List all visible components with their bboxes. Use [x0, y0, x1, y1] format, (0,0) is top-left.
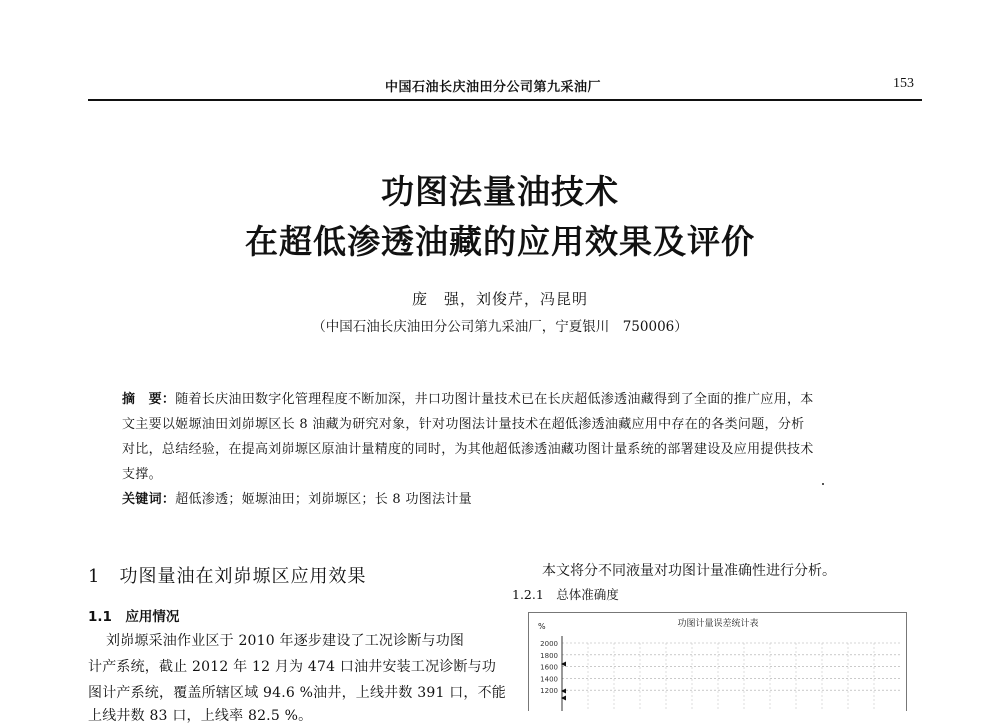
- chart-grid: [562, 643, 900, 711]
- chart-y-tick-label: 2000: [540, 640, 558, 648]
- authors: 庞 强，刘俊芹，冯昆明: [411, 290, 588, 308]
- affiliation: （中国石油长庆油田分公司第九采油厂，宁夏银川 750006）: [312, 319, 688, 335]
- title-line-2: 在超低渗透油藏的应用效果及评价: [245, 222, 755, 261]
- abstract-line-4: 支撑。: [122, 467, 162, 482]
- chart-y-tick-label: 1400: [540, 675, 558, 684]
- chart-y-axis-label: %: [538, 622, 546, 631]
- abstract-line-3: 对比，总结经验，在提高刘峁塬区原油计量精度的同时，为其他超低渗透油藏功图计量系统的部署建设及应用提供技术: [122, 442, 814, 457]
- chart-y-tick-label: 1200: [540, 687, 558, 696]
- abstract-line-2: 文主要以姬塬油田刘峁塬区长 8 油藏为研究对象，针对功图法计量技术在超低渗透油藏应用中存在的各类问题，分析: [122, 417, 805, 432]
- right-column-intro: 本文将分不同液量对功图计量准确性进行分析。: [542, 563, 836, 579]
- keywords-text: 超低渗透；姬塬油田；刘峁塬区；长 8 功图法计量: [175, 492, 472, 507]
- keywords-label: 关键词：: [122, 492, 176, 507]
- body-line-4-fragment: 上线井数 83 口，上线率 82.5 %。: [88, 708, 313, 724]
- body-line-2: 计产系统，截止 2012 年 12 月为 474 口油井安装工况诊断与功: [88, 659, 497, 675]
- chart-container: [528, 612, 908, 711]
- keywords-line: [122, 488, 472, 507]
- abstract-text-1: 随着长庆油田数字化管理程度不断加深，井口功图计量技术已在长庆超低渗透油藏得到了全面的推广应用，本: [175, 392, 814, 407]
- chart-y-tick-label: 1600: [540, 663, 558, 672]
- header-rule: [88, 99, 922, 101]
- subsection-heading: 1.1 应用情况: [88, 609, 180, 625]
- body-line-1: 刘峁塬采油作业区于 2010 年逐步建设了工况诊断与功图: [106, 633, 465, 649]
- chart-title: 功图计量误差统计表: [677, 619, 759, 629]
- body-line-3: 图计产系统，覆盖所辖区域 94.6 %油井，上线井数 391 口，不能: [88, 685, 506, 701]
- chart-y-tick-label: 1800: [540, 651, 558, 660]
- error-stat-chart: [528, 612, 908, 711]
- scan-speck: [822, 483, 824, 485]
- chart-y-ticks: [540, 640, 558, 695]
- page-number: 153: [893, 76, 914, 91]
- abstract-label: 摘 要：: [122, 392, 176, 407]
- abstract-line-1: [122, 388, 814, 407]
- subsubsection-heading: 1.2.1 总体准确度: [512, 587, 619, 602]
- running-head: 中国石油长庆油田分公司第九采油厂: [385, 80, 602, 95]
- title-line-1: 功图法量油技术: [381, 172, 619, 211]
- section-heading: 1 功图量油在刘峁塬区应用效果: [88, 566, 367, 587]
